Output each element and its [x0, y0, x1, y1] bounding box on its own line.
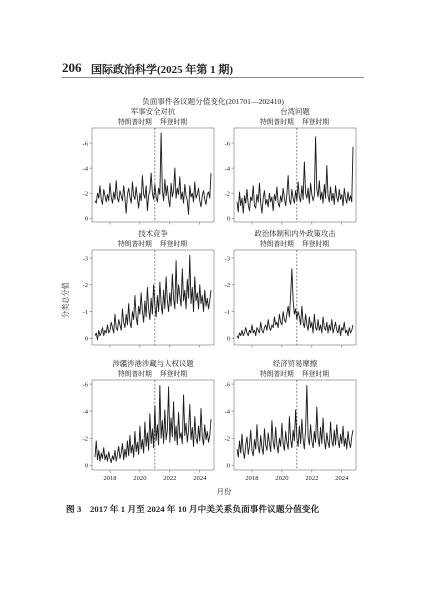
y-tick-label: -2 [224, 190, 230, 198]
series-line [237, 385, 353, 458]
panel-3 [83, 229, 215, 348]
panels [83, 107, 357, 482]
series-line [237, 137, 353, 213]
panel-title: 技术竞争 [138, 229, 168, 238]
biden-period-label: 拜登时期 [159, 119, 188, 126]
trump-period-label: 特朗普时期 [117, 371, 152, 378]
x-tick-label: 2018 [245, 475, 259, 482]
biden-period-label: 拜登时期 [301, 371, 330, 378]
y-tick-label: -4 [224, 408, 230, 416]
y-tick-label: -2 [82, 435, 88, 443]
y-tick-label: -6 [224, 381, 230, 389]
trump-period-label: 特朗普时期 [259, 119, 294, 126]
panel-title: 政治体制和内外政策攻击 [254, 229, 336, 238]
biden-period-label: 拜登时期 [301, 119, 330, 126]
y-tick-label: -6 [82, 140, 88, 148]
y-tick-label: -2 [82, 282, 88, 290]
y-axis-label: 分类总分值 [62, 282, 70, 318]
y-tick-label: -4 [82, 165, 88, 173]
panel-4 [225, 229, 357, 348]
plot-frame [92, 128, 214, 222]
figure-caption: 图 3 2017 年 1 月至 2024 年 10 月中美关系负面事件议题分值变化 [66, 504, 320, 514]
panel-title: 涉疆涉港涉藏与人权议题 [112, 359, 194, 368]
panel-title: 军事安全对抗 [130, 107, 176, 116]
panel-title: 经济贸易摩擦 [272, 359, 318, 368]
plot-frame [234, 128, 356, 222]
y-tick-label: -2 [224, 435, 230, 443]
series-line [95, 255, 211, 339]
y-tick-label: -1 [224, 308, 230, 316]
x-tick-label: 2022 [163, 475, 177, 482]
y-tick-label: -6 [82, 381, 88, 389]
journal-title: 国际政治科学(2025 年第 1 期) [91, 64, 234, 76]
y-tick-label: 0 [84, 462, 88, 470]
x-tick-label: 2022 [305, 475, 319, 482]
plot-frame [234, 250, 356, 345]
y-tick-label: 0 [84, 335, 88, 343]
trump-period-label: 特朗普时期 [259, 241, 294, 248]
series-line [237, 269, 353, 339]
trump-period-label: 特朗普时期 [259, 371, 294, 378]
y-tick-label: -1 [82, 308, 88, 316]
y-tick-label: -2 [224, 282, 230, 290]
page-number: 206 [62, 60, 82, 75]
x-axis-label: 月份 [216, 487, 232, 496]
y-tick-label: -2 [82, 190, 88, 198]
panel-1 [83, 107, 215, 225]
trump-period-label: 特朗普时期 [117, 241, 152, 248]
biden-period-label: 拜登时期 [301, 241, 330, 248]
y-tick-label: 0 [226, 335, 230, 343]
trump-period-label: 特朗普时期 [117, 119, 152, 126]
x-tick-label: 2020 [275, 475, 289, 482]
x-tick-label: 2020 [133, 475, 147, 482]
y-tick-label: 0 [226, 215, 230, 223]
x-tick-label: 2024 [335, 475, 349, 482]
panel-title: 台湾问题 [280, 107, 310, 116]
biden-period-label: 拜登时期 [159, 241, 188, 248]
series-line [95, 133, 211, 214]
x-tick-label: 2018 [103, 475, 117, 482]
series-line [95, 385, 211, 462]
y-tick-label: -3 [224, 255, 230, 263]
figure-title: 负面事件各议题分值变化(201701—202410) [142, 97, 284, 106]
y-tick-label: -4 [82, 408, 88, 416]
x-tick-label: 2024 [193, 475, 207, 482]
biden-period-label: 拜登时期 [159, 371, 188, 378]
panel-2 [225, 107, 357, 225]
y-tick-label: 0 [226, 462, 230, 470]
y-tick-label: -4 [224, 165, 230, 173]
y-tick-label: 0 [84, 215, 88, 223]
panel-6 [225, 359, 357, 482]
y-tick-label: -6 [224, 140, 230, 148]
panel-5 [83, 359, 215, 482]
y-tick-label: -3 [82, 255, 88, 263]
